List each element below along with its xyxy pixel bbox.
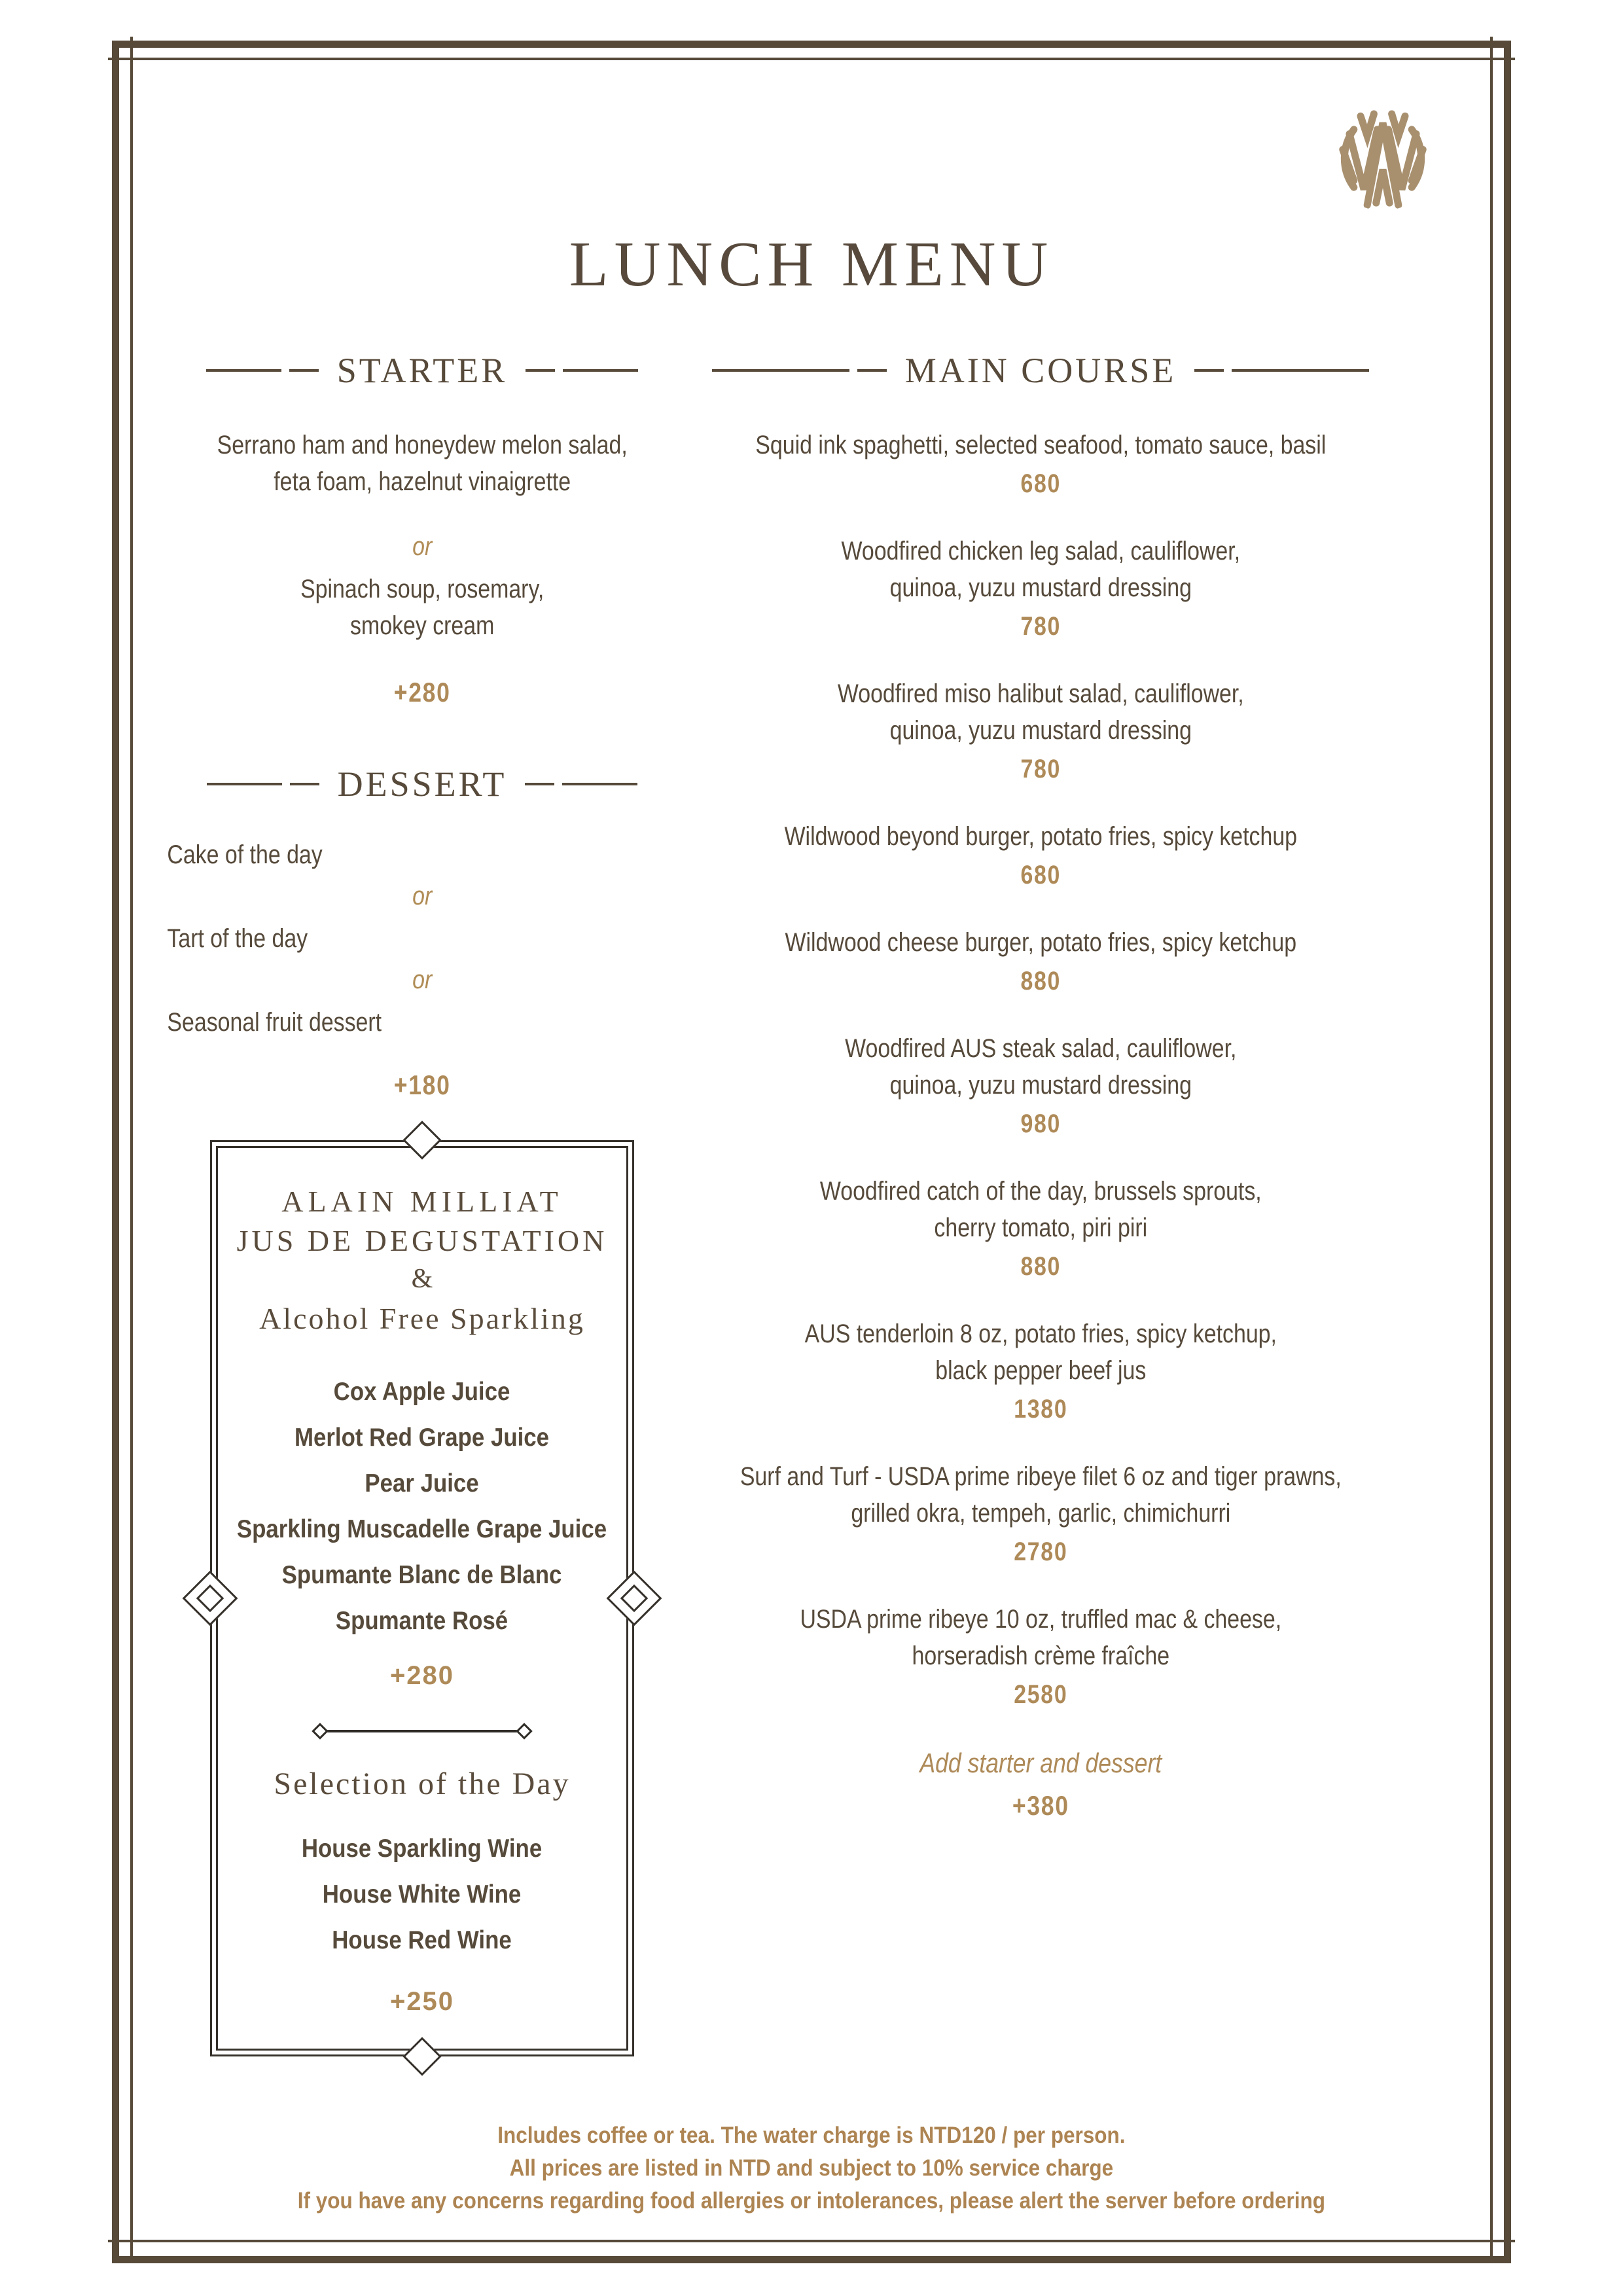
page-border-inner-right — [1490, 37, 1493, 2261]
divider-line — [326, 1730, 518, 1732]
box-divider — [314, 1725, 530, 1737]
juice-list — [228, 1369, 616, 1644]
footer-line-3: If you have any concerns regarding food allergies or intolerances, please alert the server before ordering — [297, 2188, 1326, 2214]
dish-price: 780 — [1020, 612, 1061, 641]
page-border-inner-left — [130, 37, 133, 2261]
rule-line — [207, 783, 282, 785]
or-separator: or — [412, 532, 433, 561]
page-border-inner-top — [108, 58, 1515, 60]
wood-grain-w-icon — [1327, 99, 1438, 217]
rule-line — [562, 783, 637, 785]
dish-price: 680 — [1020, 469, 1061, 498]
dessert-item: Seasonal fruit dessert — [167, 1008, 382, 1037]
dessert-items — [167, 836, 677, 1103]
main-dish: Woodfired AUS steak salad, cauliflower, quinoa, yuzu mustard dressing 980 — [658, 1030, 1423, 1143]
starter-heading-label: STARTER — [336, 351, 508, 390]
dish-price: 880 — [1020, 967, 1061, 996]
beverage-title-amp: & — [411, 1264, 433, 1294]
juice-item: Merlot Red Grape Juice — [294, 1424, 550, 1452]
starter-price: +280 — [393, 677, 451, 708]
main-dish: Woodfired catch of the day, brussels sprouts, cherry tomato, piri piri 880 — [658, 1173, 1423, 1285]
rule-line — [563, 369, 638, 372]
or-separator: or — [412, 882, 433, 910]
or-separator: or — [412, 965, 433, 994]
rule-line — [526, 369, 555, 372]
diamond-ornament-top — [402, 1121, 441, 1159]
dish-price: 880 — [1020, 1252, 1061, 1281]
wine-item: House White Wine — [323, 1880, 522, 1909]
juice-item: Spumante Blanc de Blanc — [282, 1561, 562, 1589]
dessert-heading-label: DESSERT — [337, 764, 507, 804]
addon-note: Add starter and dessert — [919, 1748, 1162, 1778]
footer-notes — [112, 2119, 1511, 2217]
dessert-item: Cake of the day — [167, 840, 323, 869]
main-dish: Surf and Turf - USDA prime ribeye filet 6 oz and tiger prawns, grilled okra, tempeh, garlic, chimichurri 2780 — [658, 1458, 1423, 1571]
main-dish: USDA prime ribeye 10 oz, truffled mac & cheese, horseradish crème fraîche 2580 — [658, 1601, 1423, 1713]
main-dish: Woodfired chicken leg salad, cauliflower, quinoa, yuzu mustard dressing 780 — [658, 533, 1423, 645]
beverage-title-line3: Alcohol Free Sparkling — [259, 1302, 585, 1335]
main-course-heading — [658, 352, 1423, 389]
footer-line-2: All prices are listed in NTD and subject to 10% service charge — [509, 2155, 1114, 2181]
juice-item: Sparkling Muscadelle Grape Juice — [237, 1515, 607, 1543]
brand-logo — [1327, 99, 1438, 217]
main-dish: AUS tenderloin 8 oz, potato fries, spicy ketchup, black pepper beef jus 1380 — [658, 1316, 1423, 1428]
rule-line — [525, 783, 554, 785]
main-dish: Squid ink spaghetti, selected seafood, tomato sauce, basil 680 — [658, 427, 1423, 503]
wine-price: +250 — [389, 1987, 455, 2016]
rule-line — [1232, 369, 1369, 372]
dessert-heading — [167, 766, 677, 802]
beverage-title-line1: ALAIN MILLIAT — [281, 1185, 563, 1218]
selection-heading: Selection of the Day — [274, 1767, 571, 1801]
page-border-inner-bottom — [108, 2240, 1515, 2242]
rule-line — [712, 369, 849, 372]
juice-item: Cox Apple Juice — [334, 1378, 510, 1406]
left-column — [167, 352, 677, 2056]
starter-items — [167, 427, 677, 711]
juice-item: Pear Juice — [365, 1469, 480, 1498]
starter-heading — [167, 352, 677, 389]
main-dish: Woodfired miso halibut salad, cauliflower, quinoa, yuzu mustard dressing 780 — [658, 675, 1423, 788]
main-course-heading-label: MAIN COURSE — [904, 351, 1177, 390]
rule-line — [289, 369, 319, 372]
wine-item: House Sparkling Wine — [302, 1835, 543, 1863]
juice-price: +280 — [389, 1661, 455, 1690]
rule-line — [857, 369, 887, 372]
footer-line-1: Includes coffee or tea. The water charge is NTD120 / per person. — [497, 2123, 1126, 2148]
dish-price: 780 — [1020, 755, 1061, 783]
main-dish: Wildwood beyond burger, potato fries, spicy ketchup 680 — [658, 818, 1423, 894]
main-dish: Wildwood cheese burger, potato fries, spicy ketchup 880 — [658, 924, 1423, 1000]
dish-price: 2780 — [1013, 1537, 1068, 1566]
rule-line — [206, 369, 281, 372]
main-course-items — [658, 427, 1423, 1825]
beverage-title-line2: JUS DE DEGUSTATION — [236, 1224, 608, 1257]
beverage-box — [210, 1140, 634, 2056]
page-title: LUNCH MENU — [569, 228, 1054, 300]
divider-diamond-icon — [516, 1723, 532, 1739]
wine-item: House Red Wine — [332, 1926, 512, 1954]
dessert-item: Tart of the day — [167, 924, 308, 953]
main-course-column — [658, 352, 1423, 1825]
wine-list — [228, 1826, 616, 1964]
dish-price: 2580 — [1013, 1680, 1068, 1709]
rule-line — [1194, 369, 1224, 372]
rule-line — [290, 783, 319, 785]
starter-option-2: Spinach soup, rosemary, smokey cream — [300, 575, 544, 640]
juice-item: Spumante Rosé — [336, 1607, 508, 1635]
addon-price: +380 — [1012, 1790, 1069, 1821]
dish-price: 980 — [1020, 1109, 1061, 1138]
dessert-price: +180 — [393, 1069, 451, 1100]
dish-price: 1380 — [1013, 1395, 1068, 1424]
dish-price: 680 — [1020, 861, 1061, 889]
starter-option-1: Serrano ham and honeydew melon salad, feta foam, hazelnut vinaigrette — [217, 431, 628, 496]
divider-diamond-icon — [312, 1723, 328, 1739]
